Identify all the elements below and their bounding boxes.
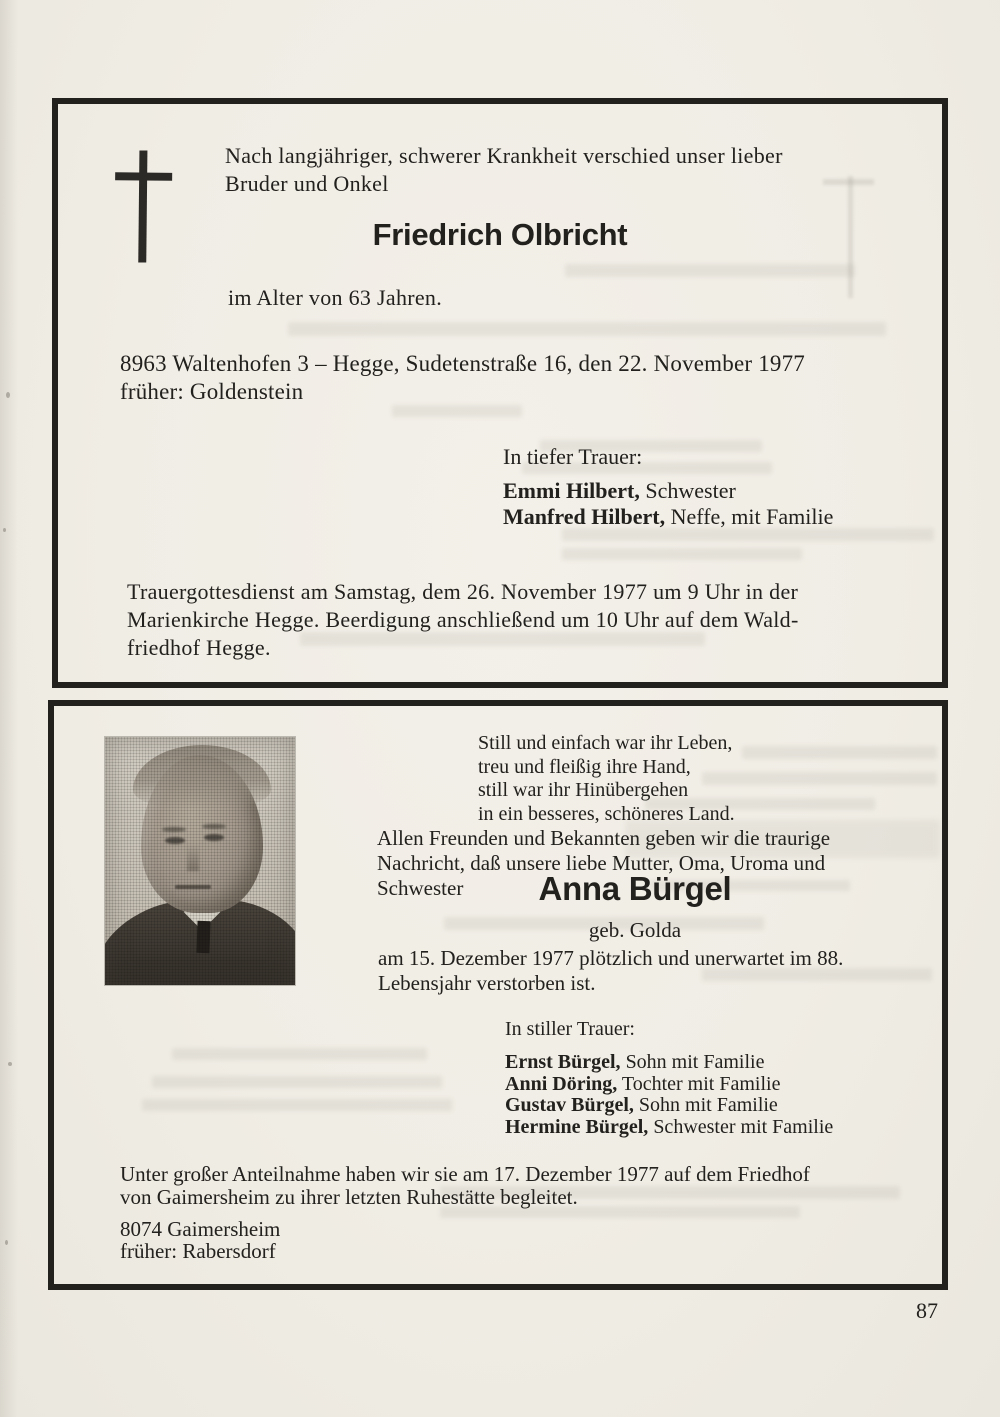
notice2-address-line2: früher: Rabersdorf xyxy=(120,1239,276,1263)
mourner-row xyxy=(505,1074,833,1096)
notice1-service-line2: Marienkirche Hegge. Beerdigung anschließend um 10 Uhr auf dem Wald- xyxy=(127,607,799,632)
notice1-intro-line1: Nach langjähriger, schwerer Krankheit verschied unser lieber xyxy=(225,143,783,168)
mourner-name: Gustav Bürgel, xyxy=(505,1094,634,1116)
notice1-mourning-header: In tiefer Trauer: xyxy=(503,444,643,469)
bleedthrough-artifact xyxy=(702,772,937,785)
poem-line3: still war ihr Hinübergehen xyxy=(478,779,689,801)
notice2-address xyxy=(120,1218,280,1262)
notice1-service-line1: Trauergottesdienst am Samstag, dem 26. November 1977 um 9 Uhr in der xyxy=(127,579,799,604)
mourner-relation: Schwester xyxy=(645,478,736,503)
mourner-relation: Schwester mit Familie xyxy=(653,1115,834,1138)
mourner-relation: Sohn mit Familie xyxy=(625,1051,765,1073)
bleedthrough-artifact xyxy=(152,1076,442,1088)
scan-speck xyxy=(5,1240,8,1245)
deceased-name-friedrich: Friedrich Olbricht xyxy=(372,217,628,252)
notice1-mourning-block xyxy=(503,444,833,530)
bleedthrough-artifact xyxy=(392,405,522,417)
scan-speck xyxy=(3,528,6,532)
mourner-name: Anni Döring, xyxy=(505,1072,618,1095)
notice2-poem xyxy=(478,732,735,826)
notice2-mourning-header: In stiller Trauer: xyxy=(505,1018,635,1040)
burial-line1: Unter großer Anteilnahme haben wir sie am 17. Dezember 1977 auf dem Friedhof xyxy=(120,1162,810,1186)
notice1-address xyxy=(120,350,805,406)
bleedthrough-artifact xyxy=(562,548,802,560)
scan-speck xyxy=(8,1062,12,1066)
notice1-intro-line2: Bruder und Onkel xyxy=(225,171,389,196)
scan-speck xyxy=(6,392,10,398)
bleedthrough-artifact xyxy=(172,1048,427,1060)
poem-line4: in ein besseres, schöneres Land. xyxy=(478,802,735,825)
scan-edge-shadow xyxy=(0,0,18,1417)
mourner-row xyxy=(505,1117,833,1139)
bleedthrough-artifact xyxy=(288,322,886,336)
announcement-line3: Schwester xyxy=(377,876,464,900)
mourner-row xyxy=(503,504,833,530)
notice1-address-line2: früher: Goldenstein xyxy=(120,379,304,404)
mourner-relation: Neffe, mit Familie xyxy=(670,504,834,529)
page-number: 87 xyxy=(916,1298,938,1323)
mourner-name: Manfred Hilbert, xyxy=(503,504,666,529)
mourner-row xyxy=(503,478,833,504)
mourner-name: Hermine Bürgel, xyxy=(505,1115,649,1138)
deceased-name-anna: Anna Bürgel xyxy=(538,870,732,907)
notice1-service-text xyxy=(127,578,907,662)
poem-line1: Still und einfach war ihr Leben, xyxy=(478,732,733,754)
notice1-address-line1: 8963 Waltenhofen 3 – Hegge, Sudetenstraße 16, den 22. November 1977 xyxy=(120,351,805,376)
bleedthrough-artifact xyxy=(565,264,855,277)
mourner-row xyxy=(505,1095,833,1117)
mourner-name: Ernst Bürgel, xyxy=(505,1051,621,1073)
notice1-service-line3: friedhof Hegge. xyxy=(127,635,271,660)
poem-line2: treu und fleißig ihre Hand, xyxy=(478,755,691,778)
notice2-address-line1: 8074 Gaimersheim xyxy=(120,1217,281,1241)
death-line2: Lebensjahr verstorben ist. xyxy=(378,971,596,995)
notice2-burial-text xyxy=(120,1163,920,1208)
notice2-mourning-block xyxy=(505,1017,833,1138)
notice2-death-text xyxy=(378,946,843,996)
notice1-age-line: im Alter von 63 Jahren. xyxy=(228,285,443,310)
mourner-name: Emmi Hilbert, xyxy=(503,478,640,503)
notice2-mourner-list xyxy=(505,1052,833,1138)
mourner-relation: Tochter mit Familie xyxy=(621,1072,781,1095)
death-line1: am 15. Dezember 1977 plötzlich und unerwartet im 88. xyxy=(378,946,844,970)
notice1-intro xyxy=(225,142,905,198)
burial-line2: von Gaimersheim zu ihrer letzten Ruhestätte begleitet. xyxy=(120,1184,578,1209)
bleedthrough-artifact xyxy=(142,1099,452,1111)
announcement-line1: Allen Freunden und Bekannten geben wir die traurige xyxy=(377,826,831,850)
notice1-mourner-list xyxy=(503,478,833,530)
bleedthrough-artifact xyxy=(742,746,937,759)
mourner-relation: Sohn mit Familie xyxy=(638,1094,778,1116)
notice2-maiden-name: geb. Golda xyxy=(588,918,682,942)
mourner-row xyxy=(505,1052,833,1074)
portrait-photo xyxy=(105,737,295,985)
announcement-line2: Nachricht, daß unsere liebe Mutter, Oma, Uroma und xyxy=(377,851,826,875)
